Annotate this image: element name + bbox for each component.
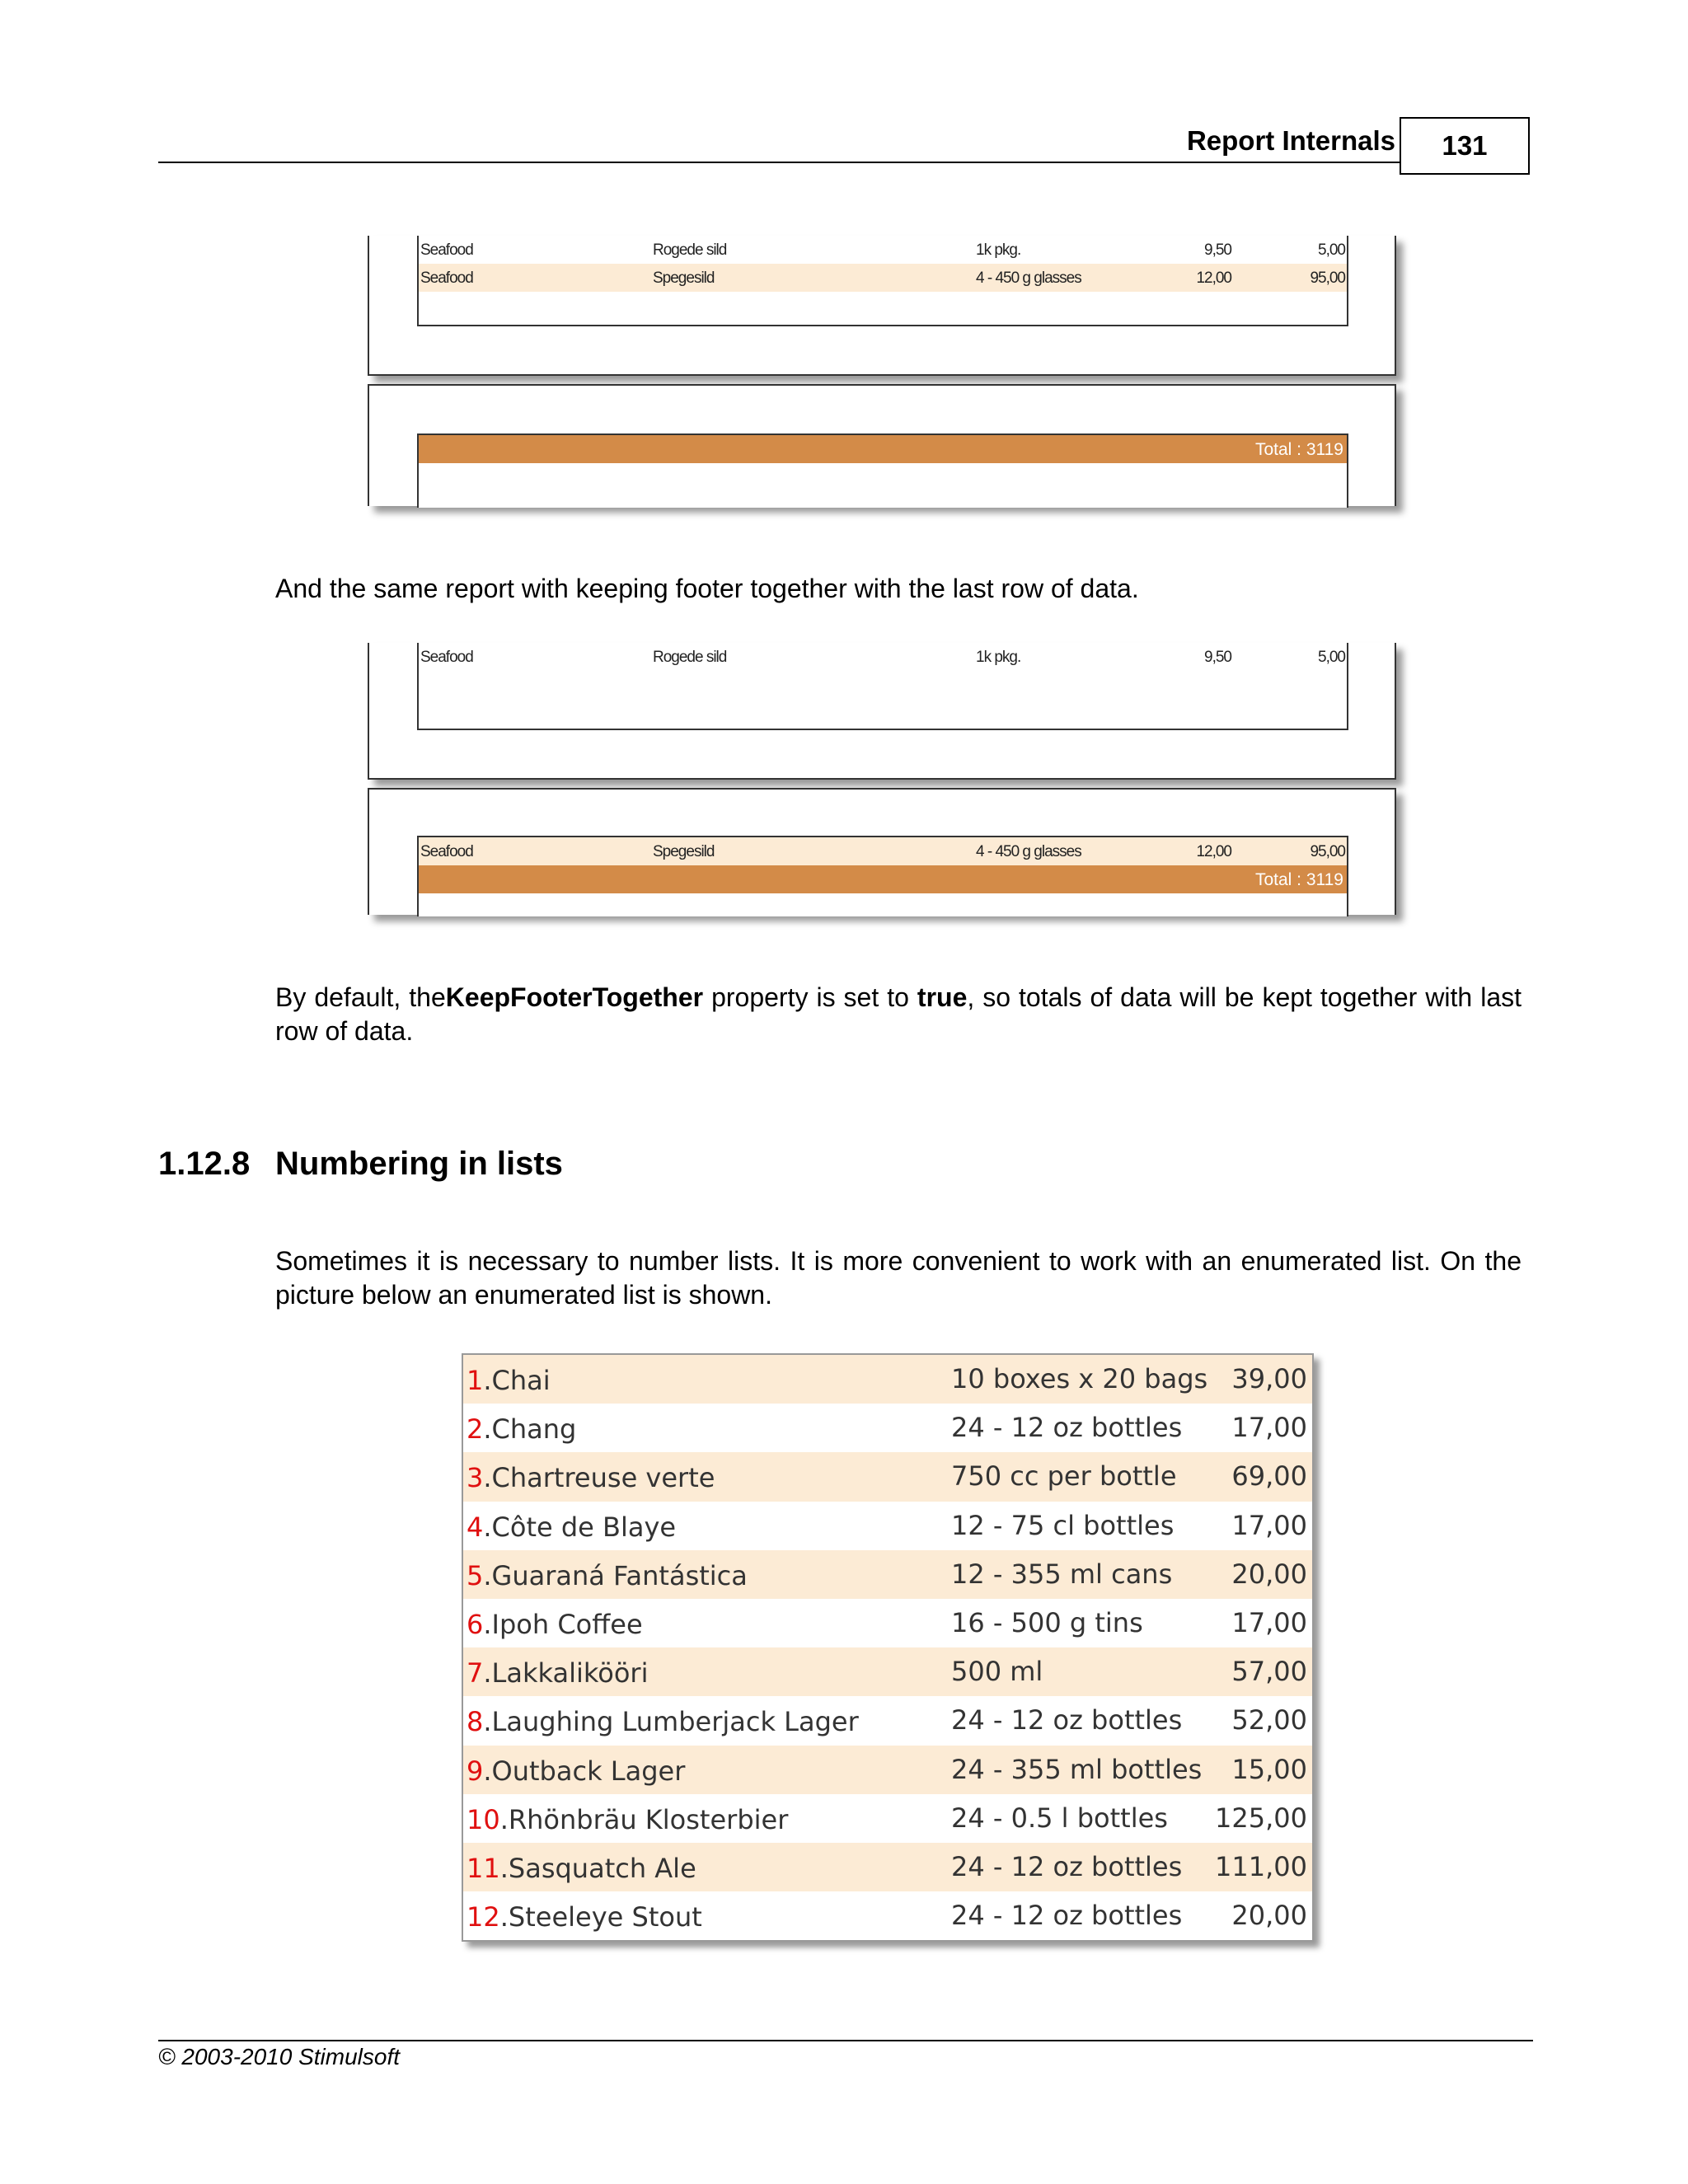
report-data-band	[417, 643, 1348, 730]
list-item: 12.Steeleye Stout 24 - 12 oz bottles 20,00	[467, 1900, 1307, 1933]
report-footer-band	[417, 434, 1348, 508]
report-data-row: Seafood Rogede sild 1k pkg. 9,50 5,00	[420, 649, 1345, 666]
report-page-1-kept	[368, 643, 1396, 780]
page-number: 131	[1400, 117, 1530, 175]
paragraph-numbering: Sometimes it is necessary to number lists. It is more convenient to work with an enumerated list. On the picture below an enumerated list is shown.	[275, 1246, 1522, 1310]
list-item: 8.Laughing Lumberjack Lager 24 - 12 oz bottles 52,00	[467, 1704, 1307, 1738]
report-page-1	[368, 236, 1396, 376]
copyright: © 2003-2010 Stimulsoft	[158, 2044, 401, 2069]
list-item: 7.Lakkalikööri 500 ml 57,00	[463, 1647, 1312, 1696]
header-rule	[158, 162, 1400, 163]
report-total: Total : 3119	[419, 865, 1347, 893]
paragraph-intro: And the same report with keeping footer together with the last row of data.	[275, 574, 1139, 603]
footer-rule	[158, 2040, 1533, 2041]
running-header-section: Report Internals	[1186, 125, 1395, 156]
list-item: 1.Chai 10 boxes x 20 bags 39,00	[463, 1355, 1312, 1404]
list-item: 5.Guaraná Fantástica 12 - 355 ml cans 20,00	[463, 1550, 1312, 1599]
report-data-row: Seafood Spegesild 4 - 450 g glasses 12,00 95,00	[419, 264, 1347, 292]
report-data-band	[417, 236, 1348, 326]
enumerated-list	[462, 1353, 1314, 1942]
list-item: 10.Rhönbräu Klosterbier 24 - 0.5 l bottles 125,00	[467, 1802, 1307, 1835]
list-item: 11.Sasquatch Ale 24 - 12 oz bottles 111,00	[463, 1843, 1312, 1891]
section-heading: 1.12.8 Numbering in lists	[158, 1146, 563, 1182]
report-footer-band	[417, 836, 1348, 916]
list-item: 4.Côte de Blaye 12 - 75 cl bottles 17,00	[467, 1509, 1307, 1543]
report-page-2	[368, 384, 1396, 506]
report-page-2-kept	[368, 788, 1396, 915]
report-data-row: Seafood Rogede sild 1k pkg. 9,50 5,00	[420, 241, 1345, 259]
report-total: Total : 3119	[419, 435, 1347, 463]
list-item: 2.Chang 24 - 12 oz bottles 17,00	[467, 1412, 1307, 1446]
report-data-row: Seafood Spegesild 4 - 450 g glasses 12,00 95,00	[419, 837, 1347, 865]
list-item: 9.Outback Lager 24 - 355 ml bottles 15,00	[463, 1746, 1312, 1794]
paragraph-keepfooter: By default, theKeepFooterTogether property is set to true, so totals of data will be kept together with last row of data.	[275, 982, 1522, 1046]
list-item: 3.Chartreuse verte 750 cc per bottle 69,00	[463, 1452, 1312, 1501]
list-item: 6.Ipoh Coffee 16 - 500 g tins 17,00	[467, 1606, 1307, 1640]
